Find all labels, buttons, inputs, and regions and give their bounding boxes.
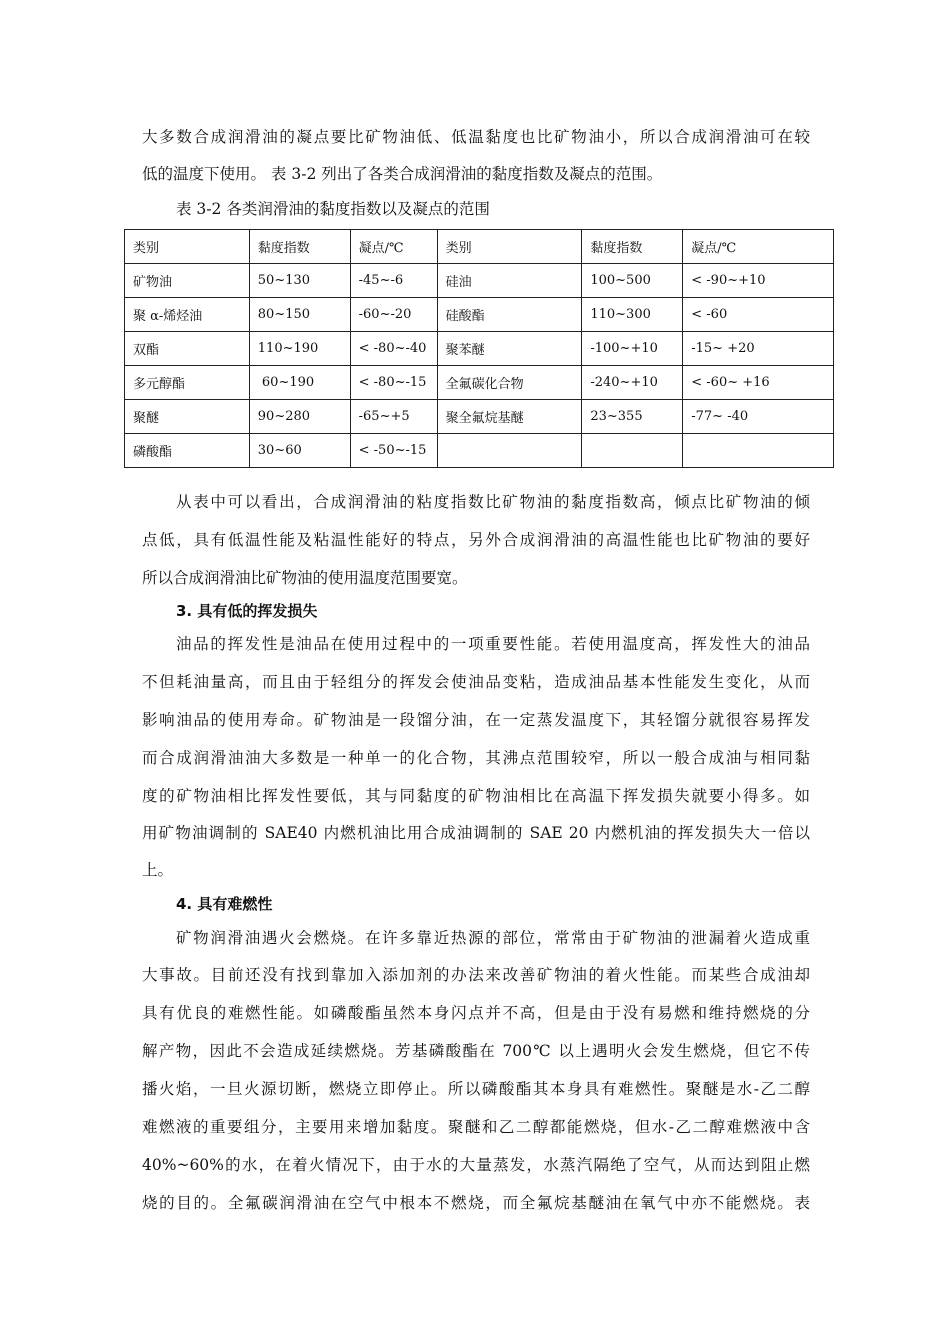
section4-line: 烧的目的。全氟碳润滑油在空气中根本不燃烧，而全氟烷基醚油在氧气中亦不能燃烧。表 [142, 1194, 810, 1212]
table-cell: -77~ -40 [683, 400, 834, 434]
table-cell: -100~+10 [582, 332, 683, 366]
section4-heading: 4. 具有难燃性 [176, 895, 273, 913]
table-cell: 90~280 [249, 400, 350, 434]
section4-line: 具有优良的难燃性能。如磷酸酯虽然本身闪点并不高，但是由于没有易燃和维持燃烧的分 [142, 1004, 810, 1022]
header-cell: 黏度指数 [249, 230, 350, 264]
section3-line: 度的矿物油相比挥发性要低，其与同黏度的矿物油相比在高温下挥发损失就要小得多。如 [142, 787, 810, 805]
table-cell: < -60 [683, 298, 834, 332]
conclusion-line-3: 所以合成润滑油比矿物油的使用温度范围要宽。 [142, 569, 468, 587]
table-cell: 聚全氟烷基醚 [437, 400, 582, 434]
table-cell: 50~130 [249, 264, 350, 298]
table-caption: 表 3-2 各类润滑油的黏度指数以及凝点的范围 [176, 200, 490, 218]
section3-line: 上。 [142, 861, 174, 879]
header-cell: 类别 [437, 230, 582, 264]
table-cell: -60~-20 [350, 298, 437, 332]
table-row [125, 434, 834, 468]
table-cell: 聚苯醚 [437, 332, 582, 366]
viscosity-table [124, 229, 834, 468]
table-cell: < -50~-15 [350, 434, 437, 468]
header-cell: 凝点/℃ [350, 230, 437, 264]
table-cell: -15~ +20 [683, 332, 834, 366]
intro-line-2: 低的温度下使用。 表 3-2 列出了各类合成润滑油的黏度指数及凝点的范围。 [142, 165, 663, 183]
table-row [125, 332, 834, 366]
conclusion-line-1: 从表中可以看出，合成润滑油的粘度指数比矿物油的黏度指数高，倾点比矿物油的倾 [176, 493, 810, 511]
table-cell: 60~190 [249, 366, 350, 400]
section3-line: 而合成润滑油油大多数是一种单一的化合物，其沸点范围较窄，所以一般合成油与相同黏 [142, 749, 810, 767]
table-cell: 矿物油 [125, 264, 250, 298]
section4-line: 大事故。目前还没有找到靠加入添加剂的办法来改善矿物油的着火性能。而某些合成油却 [142, 966, 810, 984]
table-cell: 30~60 [249, 434, 350, 468]
table-cell: 100~500 [582, 264, 683, 298]
table-row [125, 298, 834, 332]
table-cell: 全氟碳化合物 [437, 366, 582, 400]
table-cell: 多元醇酯 [125, 366, 250, 400]
header-cell: 类别 [125, 230, 250, 264]
table-cell: < -90~+10 [683, 264, 834, 298]
section4-line: 40%~60%的水，在着火情况下，由于水的大量蒸发，水蒸汽隔绝了空气，从而达到阻止燃 [142, 1156, 810, 1174]
table-cell: 硅酸酯 [437, 298, 582, 332]
table-cell: -45~-6 [350, 264, 437, 298]
table-cell: 磷酸酯 [125, 434, 250, 468]
table-cell: 双酯 [125, 332, 250, 366]
table-cell: 聚醚 [125, 400, 250, 434]
section4-line: 矿物润滑油遇火会燃烧。在许多靠近热源的部位，常常由于矿物油的泄漏着火造成重 [176, 929, 810, 947]
conclusion-line-2: 点低，具有低温性能及粘温性能好的特点，另外合成润滑油的高温性能也比矿物油的要好 [142, 531, 810, 549]
section3-line: 不但耗油量高，而且由于轻组分的挥发会使油品变粘，造成油品基本性能发生变化，从而 [142, 673, 810, 691]
table-cell: < -80~-15 [350, 366, 437, 400]
table-cell [437, 434, 582, 468]
table-cell: -65~+5 [350, 400, 437, 434]
intro-line-1: 大多数合成润滑油的凝点要比矿物油低、低温黏度也比矿物油小，所以合成润滑油可在较 [142, 128, 810, 146]
table-cell: 110~300 [582, 298, 683, 332]
section3-line: 用矿物油调制的 SAE40 内燃机油比用合成油调制的 SAE 20 内燃机油的挥发损失大一倍以 [142, 824, 810, 842]
table-cell: 23~355 [582, 400, 683, 434]
section4-line: 解产物，因此不会造成延续燃烧。芳基磷酸酯在 700℃ 以上遇明火会发生燃烧，但它不传 [142, 1042, 810, 1060]
table-cell: -240~+10 [582, 366, 683, 400]
table-cell: 80~150 [249, 298, 350, 332]
section4-line: 难燃液的重要组分，主要用来增加黏度。聚醚和乙二醇都能燃烧，但水-乙二醇难燃液中含 [142, 1118, 810, 1136]
section3-heading: 3. 具有低的挥发损失 [176, 602, 318, 620]
table-row [125, 400, 834, 434]
table-cell: 硅油 [437, 264, 582, 298]
table-row [125, 366, 834, 400]
table-cell: < -60~ +16 [683, 366, 834, 400]
section3-line: 油品的挥发性是油品在使用过程中的一项重要性能。若使用温度高，挥发性大的油品 [176, 635, 810, 653]
table-row [125, 264, 834, 298]
section3-line: 影响油品的使用寿命。矿物油是一段馏分油，在一定蒸发温度下，其轻馏分就很容易挥发 [142, 711, 810, 729]
section4-line: 播火焰，一旦火源切断，燃烧立即停止。所以磷酸酯其本身具有难燃性。聚醚是水-乙二醇 [142, 1080, 810, 1098]
table-header-row [125, 230, 834, 264]
table-cell: 聚 α-烯烃油 [125, 298, 250, 332]
table-cell: 110~190 [249, 332, 350, 366]
header-cell: 黏度指数 [582, 230, 683, 264]
table-cell [582, 434, 683, 468]
table-cell: < -80~-40 [350, 332, 437, 366]
table-cell [683, 434, 834, 468]
header-cell: 凝点/℃ [683, 230, 834, 264]
